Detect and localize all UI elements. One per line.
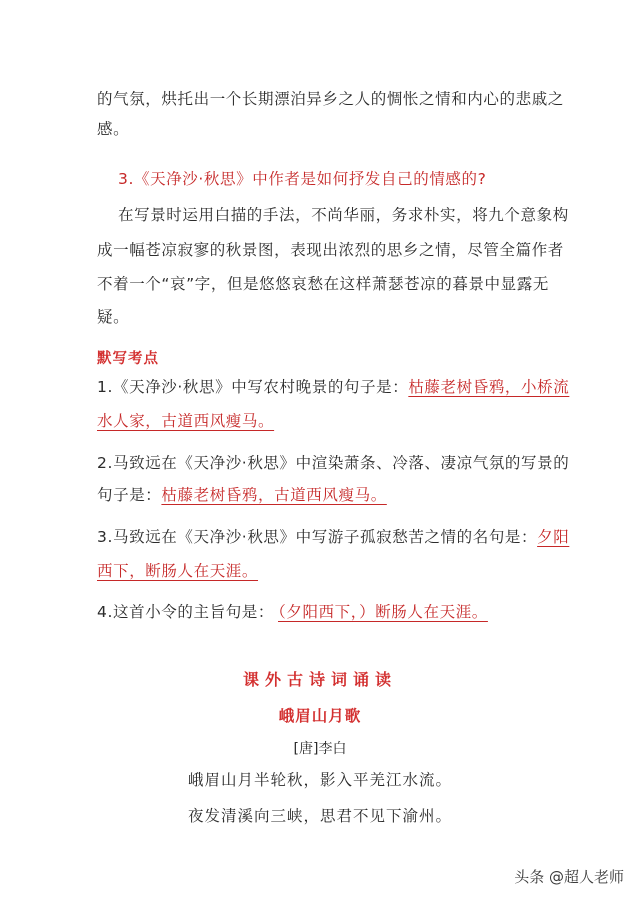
- question-3-para-line-2: 成一幅苍凉寂寥的秋景图，表现出浓烈的思乡之情，尽管全篇作者: [97, 241, 564, 259]
- intro-line-2: 感。: [97, 120, 130, 138]
- dictation-item-4-line-1: [97, 601, 488, 623]
- dictation-item-2-line-1: 2.马致远在《天净沙·秋思》中渲染萧条、冷落、凄凉气氛的写景的: [97, 454, 570, 472]
- poem-line-1: 峨眉山月半轮秋，影入平羌江水流。: [187, 771, 452, 789]
- watermark: 头条 @超人老师: [514, 868, 624, 886]
- dictation-item-2-line-2: [97, 484, 387, 506]
- dictation-item-3-question: 3.马致远在《天净沙·秋思》中写游子孤寂愁苦之情的名句是：: [97, 528, 538, 546]
- dictation-item-1-line-2: [97, 410, 274, 432]
- extra-section-title: 课外古诗词诵读: [242, 670, 397, 689]
- poem-title: 峨眉山月歌: [278, 707, 362, 725]
- dictation-item-1-question: 1.《天净沙·秋思》中写农村晚景的句子是：: [97, 378, 409, 396]
- question-3-para-line-4: 疑。: [97, 308, 130, 326]
- dictation-item-2-answer: 枯藤老树昏鸦，古道西风瘦马。: [161, 486, 387, 504]
- question-3-para-line-1: 在写景时运用白描的手法，不尚华丽，务求朴实，将九个意象构: [118, 206, 569, 224]
- question-3-heading: 3.《天净沙·秋思》中作者是如何抒发自己的情感的?: [118, 170, 487, 188]
- poem-author: [唐]李白: [293, 741, 347, 757]
- dictation-item-3-answer-part-2: 西下，断肠人在天涯。: [97, 562, 259, 580]
- question-3-para-line-3: 不着一个“哀”字，但是悠悠哀愁在这样萧瑟苍凉的暮景中显露无: [97, 275, 549, 293]
- dictation-item-3-line-1: [97, 526, 569, 548]
- dictation-item-2-question-part-2: 句子是：: [97, 486, 162, 504]
- dictation-item-3-line-2: [97, 560, 258, 582]
- dictation-item-3-answer-part-1: 夕阳: [537, 528, 570, 546]
- dictation-item-4-question: 4.这首小令的主旨句是：: [97, 603, 274, 621]
- dictation-item-1-answer-part-1: 枯藤老树昏鸦，小桥流: [408, 378, 570, 396]
- dictation-heading: 默写考点: [97, 351, 159, 367]
- dictation-item-4-answer: （夕阳西下，）断肠人在天涯。: [278, 603, 488, 621]
- dictation-item-1-line-1: [97, 376, 569, 398]
- poem-line-2: 夜发清溪向三峡，思君不见下渝州。: [187, 807, 452, 825]
- dictation-item-1-answer-part-2: 水人家，古道西风瘦马。: [97, 412, 275, 430]
- intro-line-1: 的气氛，烘托出一个长期漂泊异乡之人的惆怅之情和内心的悲戚之: [97, 90, 564, 108]
